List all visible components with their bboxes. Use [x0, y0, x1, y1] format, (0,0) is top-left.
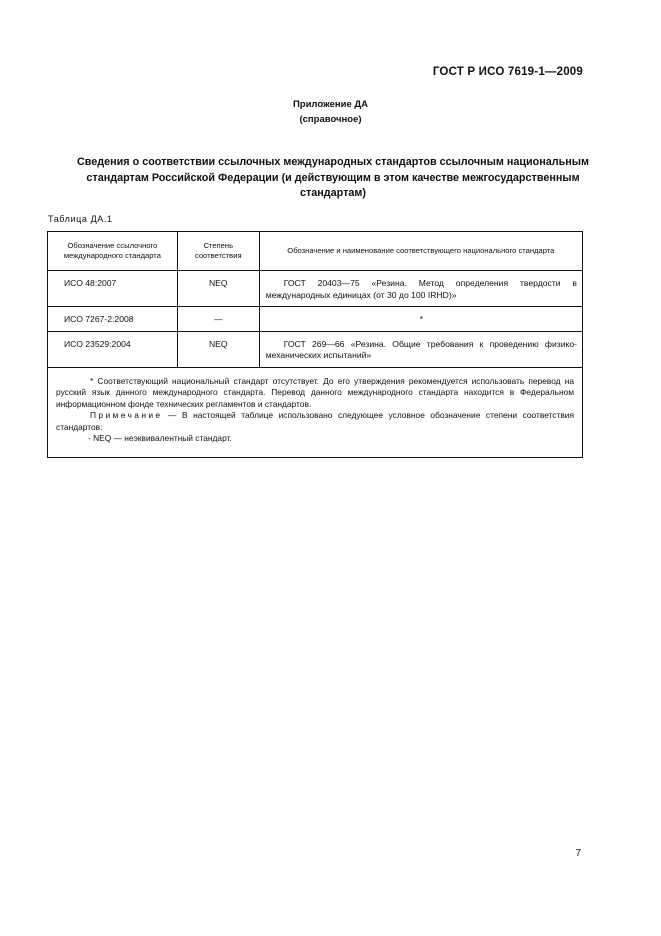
footnote: * Соответствующий национальный стандарт отсутствует. До его утверждения рекомендуется использовать перевод на русский язык данного международного стандарта. Перевод данного международного стандарта находится в Федеральном информационном фонде технических регламентов и стандартов.	[56, 375, 574, 409]
table-header-row	[48, 232, 583, 271]
appendix-title: Приложение ДА	[292, 99, 369, 110]
table-label: Таблица ДА.1	[48, 214, 113, 224]
cell-intl-standard: ИСО 23529:2004	[48, 331, 178, 367]
cell-degree: —	[177, 307, 259, 332]
document-code: ГОСТ Р ИСО 7619-1—2009	[432, 66, 583, 78]
page-number: 7	[575, 848, 581, 859]
cell-intl-standard: ИСО 48:2007	[48, 271, 178, 307]
table-row	[48, 331, 583, 367]
cell-degree: NEQ	[177, 331, 259, 367]
main-title-line-2: стандартам Российской Федерации (и действующим в этом качестве межгосударственным	[86, 171, 580, 184]
appendix-heading	[0, 97, 661, 127]
note-text: — В настоящей таблице использовано следующее условное обозначение степени соответствия стандартов:	[56, 410, 574, 432]
header-national-standard: Обозначение и наименование соответствующего национального стандарта	[259, 232, 582, 271]
note-label: Примечание	[90, 410, 163, 421]
header-intl-standard: Обозначение ссылочного международного стандарта	[48, 232, 178, 271]
table-row	[48, 307, 583, 332]
note	[56, 410, 574, 433]
main-title-line-3: стандартам)	[299, 187, 366, 199]
cell-national-standard: ГОСТ 269—66 «Резина. Общие требования к проведению физико-механических испытаний»	[259, 331, 582, 367]
table-notes-row	[48, 367, 583, 458]
standards-table	[47, 231, 583, 458]
table-row	[48, 271, 583, 307]
cell-degree: NEQ	[177, 271, 259, 307]
appendix-subtitle: (справочное)	[299, 114, 362, 125]
cell-national-standard: ГОСТ 20403—75 «Резина. Метод определения твердости в международных единицах (от 30 до 100 IRHD)»	[259, 271, 582, 307]
main-title	[52, 155, 614, 202]
header-degree: Степень соответствия	[177, 232, 259, 271]
cell-intl-standard: ИСО 7267-2:2008	[48, 307, 178, 332]
main-title-line-1: Сведения о соответствии ссылочных международных стандартов ссылочным национальным	[76, 156, 589, 168]
note-item: - NEQ — неэквивалентный стандарт.	[88, 433, 232, 444]
table-notes	[48, 367, 583, 458]
cell-national-standard: *	[259, 307, 582, 332]
